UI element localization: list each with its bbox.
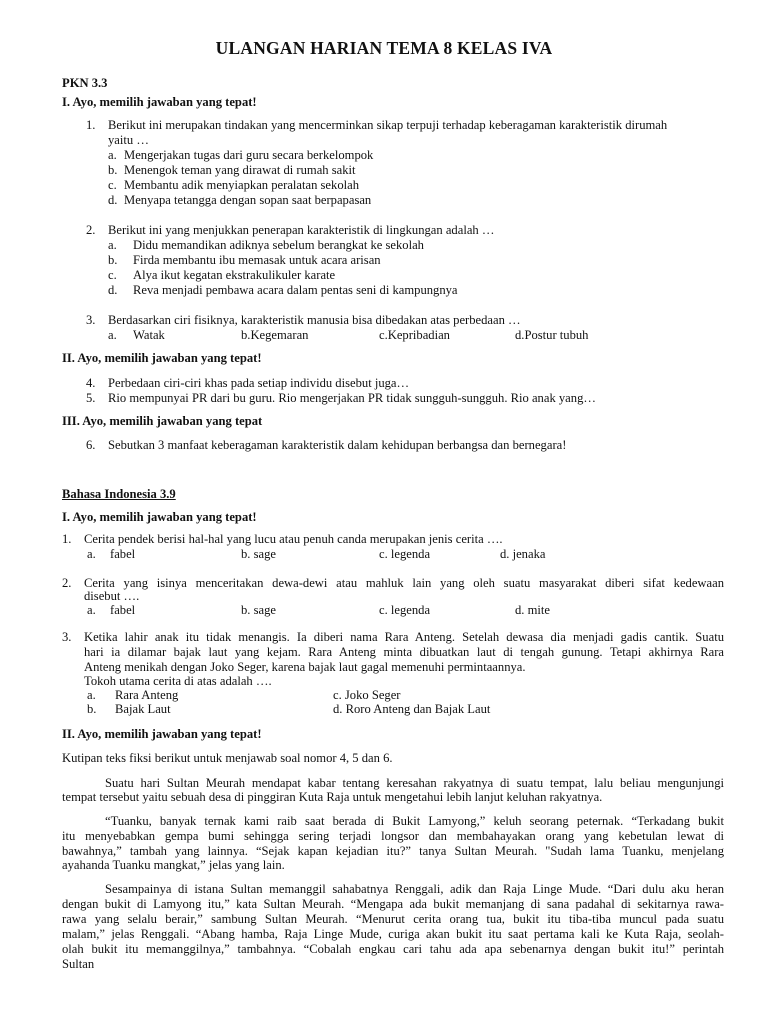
option-text: Membantu adik menyiapkan peralatan sekolah [124,178,360,192]
question-number: 6. [86,438,96,452]
passage-line: bawahnya,” tambah yang lainnya. “Sejak kapan kejadian itu?” tanya Sultan Meurah. "Sudah lama Tuanku, menjelang [62,844,724,858]
option-text: Alya ikut kegatan ekstrakulikuler karate [133,268,336,282]
option-letter: b. [108,163,118,177]
passage-line: malam,” jelas Renggali. “Abang hamba, Raja Linge Mude, curiga akan bukit itu saat pertama kali ke Kuta Raja, seolah- [62,927,724,941]
option-text: Menengok teman yang dirawat di rumah sakit [124,163,356,177]
question-text: Berikut ini merupakan tindakan yang mencerminkan sikap terpuji terhadap keberagaman karakteristik dirumah [108,118,668,132]
section-heading-bahasa-indonesia: Bahasa Indonesia 3.9 [62,487,176,501]
question-number: 2. [86,223,96,237]
subsection-heading: II. Ayo, memilih jawaban yang tepat! [62,351,262,365]
option-letter: b. [87,702,97,716]
option-text: Reva menjadi pembawa acara dalam pentas seni di kampungnya [133,283,458,297]
question-text: Rio mempunyai PR dari bu guru. Rio mengerjakan PR tidak sungguh-sungguh. Rio anak yang… [108,391,596,405]
passage-line: dengan bukit di Lamyong itu,” kata Sultan Meurah. “Mengapa ada bukit memanjang di sana padahal di sekitarnya rawa- [62,897,724,911]
option-letter: b. [108,253,118,267]
passage-line: olah bukit itu memanggilnya,” tambahnya. “Cobalah engkau cari tahu ada apa sebenarnya dengan bukit itu!” perintah [62,942,724,956]
passage-line: rawa yang selalu berair,” sambung Sultan Meurah. “Menurut cerita orang tua, bukit itu tiba-tiba muncul pada suatu [62,912,724,926]
option-text: d. mite [515,603,550,617]
option-letter: a. [108,238,117,252]
option-text: d. jenaka [500,547,546,561]
option-letter: a. [87,547,96,561]
option-text: fabel [110,547,136,561]
question-number: 5. [86,391,96,405]
option-letter: d. [108,283,118,297]
subsection-heading: I. Ayo, memilih jawaban yang tepat! [62,95,257,109]
question-text: hari ia dilamar bajak laut yang kejam. Rara Anteng minta dibuatkan laut di tengah gunung. Tetapi akhirnya Rara [84,645,724,659]
option-text: Didu memandikan adiknya sebelum berangkat ke sekolah [133,238,424,252]
question-text: Perbedaan ciri-ciri khas pada setiap individu disebut juga… [108,376,410,390]
option-text: b. sage [241,547,276,561]
option-letter: d. [108,193,118,207]
option-text: Bajak Laut [115,702,171,716]
option-text: Watak [133,328,165,342]
question-text: Ketika lahir anak itu tidak menangis. Ia diberi nama Rara Anteng. Setelah dewasa dia menjadi gadis cantik. Suatu [84,630,724,644]
option-text: d.Postur tubuh [515,328,589,342]
subsection-heading: III. Ayo, memilih jawaban yang tepat [62,414,263,428]
question-text: Anteng menikah dengan Joko Seger, karena bajak laut gagal memenuhi permintaannya. [84,660,526,674]
option-text: c. Joko Seger [333,688,401,702]
passage-line: Sesampainya di istana Sultan memanggil sahabatnya Renggali, adik dan Raja Linge Mude. “Dari dulu aku heran [105,882,724,896]
option-text: b.Kegemaran [241,328,309,342]
question-text: Sebutkan 3 manfaat keberagaman karakteristik dalam kehidupan berbangsa dan bernegara! [108,438,567,452]
option-text: Mengerjakan tugas dari guru secara berkelompok [124,148,374,162]
option-letter: a. [87,688,96,702]
question-number: 2. [62,576,72,590]
option-letter: c. [108,178,117,192]
passage-line: “Tuanku, banyak ternak kami raib saat berada di Bukit Lamyong,” keluh seorang peternak. “Terkadang bukit [105,814,724,828]
page-title: ULANGAN HARIAN TEMA 8 KELAS IVA [215,38,553,58]
subsection-heading: I. Ayo, memilih jawaban yang tepat! [62,510,257,524]
passage-line: ayahanda Tuanku mangkat,” jelas yang lain. [62,858,285,872]
section-heading-pkn: PKN 3.3 [62,76,108,90]
passage-line: itu menyebabkan gempa bumi sehingga sering terjadi longsor dan membahayakan orang yang kebetulan lewat di [62,829,724,843]
question-text: Tokoh utama cerita di atas adalah …. [84,674,272,688]
option-text: c. legenda [379,547,431,561]
question-text: Cerita pendek berisi hal-hal yang lucu atau penuh canda merupakan jenis cerita …. [84,532,503,546]
question-text: Cerita yang isinya menceritakan dewa-dewi atau mahluk lain yang oleh suatu masyarakat diberi sifat kedewaan [84,576,724,590]
option-letter: a. [108,148,117,162]
question-text: yaitu … [108,133,149,147]
option-text: b. sage [241,603,276,617]
option-text: Firda membantu ibu memasak untuk acara arisan [133,253,381,267]
subsection-heading: II. Ayo, memilih jawaban yang tepat! [62,727,262,741]
question-number: 4. [86,376,96,390]
question-number: 1. [86,118,96,132]
option-text: c. legenda [379,603,431,617]
option-text: Rara Anteng [115,688,179,702]
question-text: disebut …. [84,589,140,603]
option-letter: c. [108,268,117,282]
option-letter: a. [87,603,96,617]
passage-line: tempat tersebut yaitu sebuah desa di pinggiran Kuta Raja untuk mengetahui lebih lanjut keluhan rakyatnya. [62,790,603,804]
question-number: 1. [62,532,72,546]
passage-line: Suatu hari Sultan Meurah mendapat kabar tentang keresahan rakyatnya di suatu tempat, lalu beliau mengunjungi [105,776,724,790]
option-text: c.Kepribadian [379,328,450,342]
question-number: 3. [86,313,96,327]
question-number: 3. [62,630,72,644]
option-text: d. Roro Anteng dan Bajak Laut [333,702,491,716]
option-text: fabel [110,603,136,617]
option-text: Menyapa tetangga dengan sopan saat berpapasan [124,193,372,207]
passage-line: Sultan [62,957,95,971]
option-letter: a. [108,328,117,342]
question-text: Berikut ini yang menjukkan penerapan karakteristik di lingkungan adalah … [108,223,495,237]
question-text: Berdasarkan ciri fisiknya, karakteristik manusia bisa dibedakan atas perbedaan … [108,313,521,327]
passage-intro: Kutipan teks fiksi berikut untuk menjawab soal nomor 4, 5 dan 6. [62,751,393,765]
